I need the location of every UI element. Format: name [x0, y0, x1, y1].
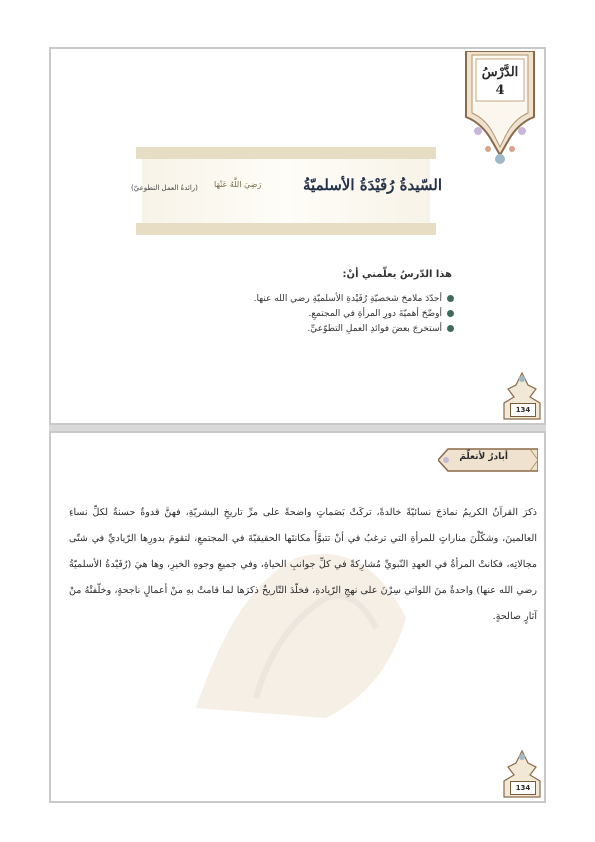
page-2 [49, 431, 546, 803]
objective-item [134, 321, 454, 336]
objectives-heading: هذا الدّرسُ يعلّمني أنْ: [342, 269, 452, 280]
page-number: 134 [510, 403, 536, 417]
objective-text: أحدّدَ ملامحَ شخصيّةِ رُفَيْدةِ الأسلميّةِ رضي الله عنها. [253, 293, 442, 304]
lesson-badge-title: الدَّرْسُ [481, 65, 519, 80]
section-label: أبادرُ لأتعلّمَ [459, 452, 508, 462]
objective-item [134, 306, 454, 321]
title-honorific: رَضِيَ اللَّهُ عَنْهَا [214, 180, 262, 189]
objectives-list [134, 291, 454, 336]
lesson-badge [462, 51, 538, 169]
bullet-icon [447, 325, 454, 332]
page-number: 134 [510, 781, 536, 795]
bullet-icon [447, 310, 454, 317]
objective-text: أستخرجَ بعضَ فوائدِ العملِ التطوّعيِّ. [307, 323, 442, 334]
bullet-icon [447, 295, 454, 302]
objective-text: أوضّحَ أهميّةَ دورِ المرأةِ في المجتمعِ. [308, 308, 442, 319]
lesson-subtitle: (رائدةُ العمل التطوعيّ) [131, 184, 198, 192]
lesson-badge-number: 4 [495, 83, 505, 98]
objective-item [134, 291, 454, 306]
lesson-title: السّيدةُ رُفَيْدَةُ الأسلميّةُ [303, 176, 442, 194]
page-1 [49, 47, 546, 425]
intro-paragraph: ذكرَ القرآنُ الكريمُ نماذجَ نسائيّةً خالدةً، تركَتْ بَصَماتٍ واضحةً على مرِّ تاريخِ البشريّةِ، فهنَّ قدوةٌ حسنةٌ لكلِّ نساءِ العالمينَ، وشكّلْنَ مناراتٍ للمرأةِ التي ترغبُ في أنْ تتبوَّأَ مكانتَها الحقيقيّةَ في المجتمعِ، لتقومَ بدورِها الرّياديِّ في شتّى مجالاتِه، فكانتْ المرأةُ في العهدِ النّبويِّ مُشارِكةً في كلِّ جوانبِ الحياةِ، وفي جميعِ وجوهِ الخيرِ، وها هيَ (رُفَيْدةُ الأسلميّةُ رضي الله عنها) واحدةٌ منَ اللواتي سِرْنَ على نهجِ الرّيادةِ، فخلّدَ التّاريخُ ذكرَها لما قامتْ بهِ منْ أعمالٍ ناجحةٍ، وخلّفتْهُ منْ آثارٍ صالحةٍ. [69, 507, 537, 622]
